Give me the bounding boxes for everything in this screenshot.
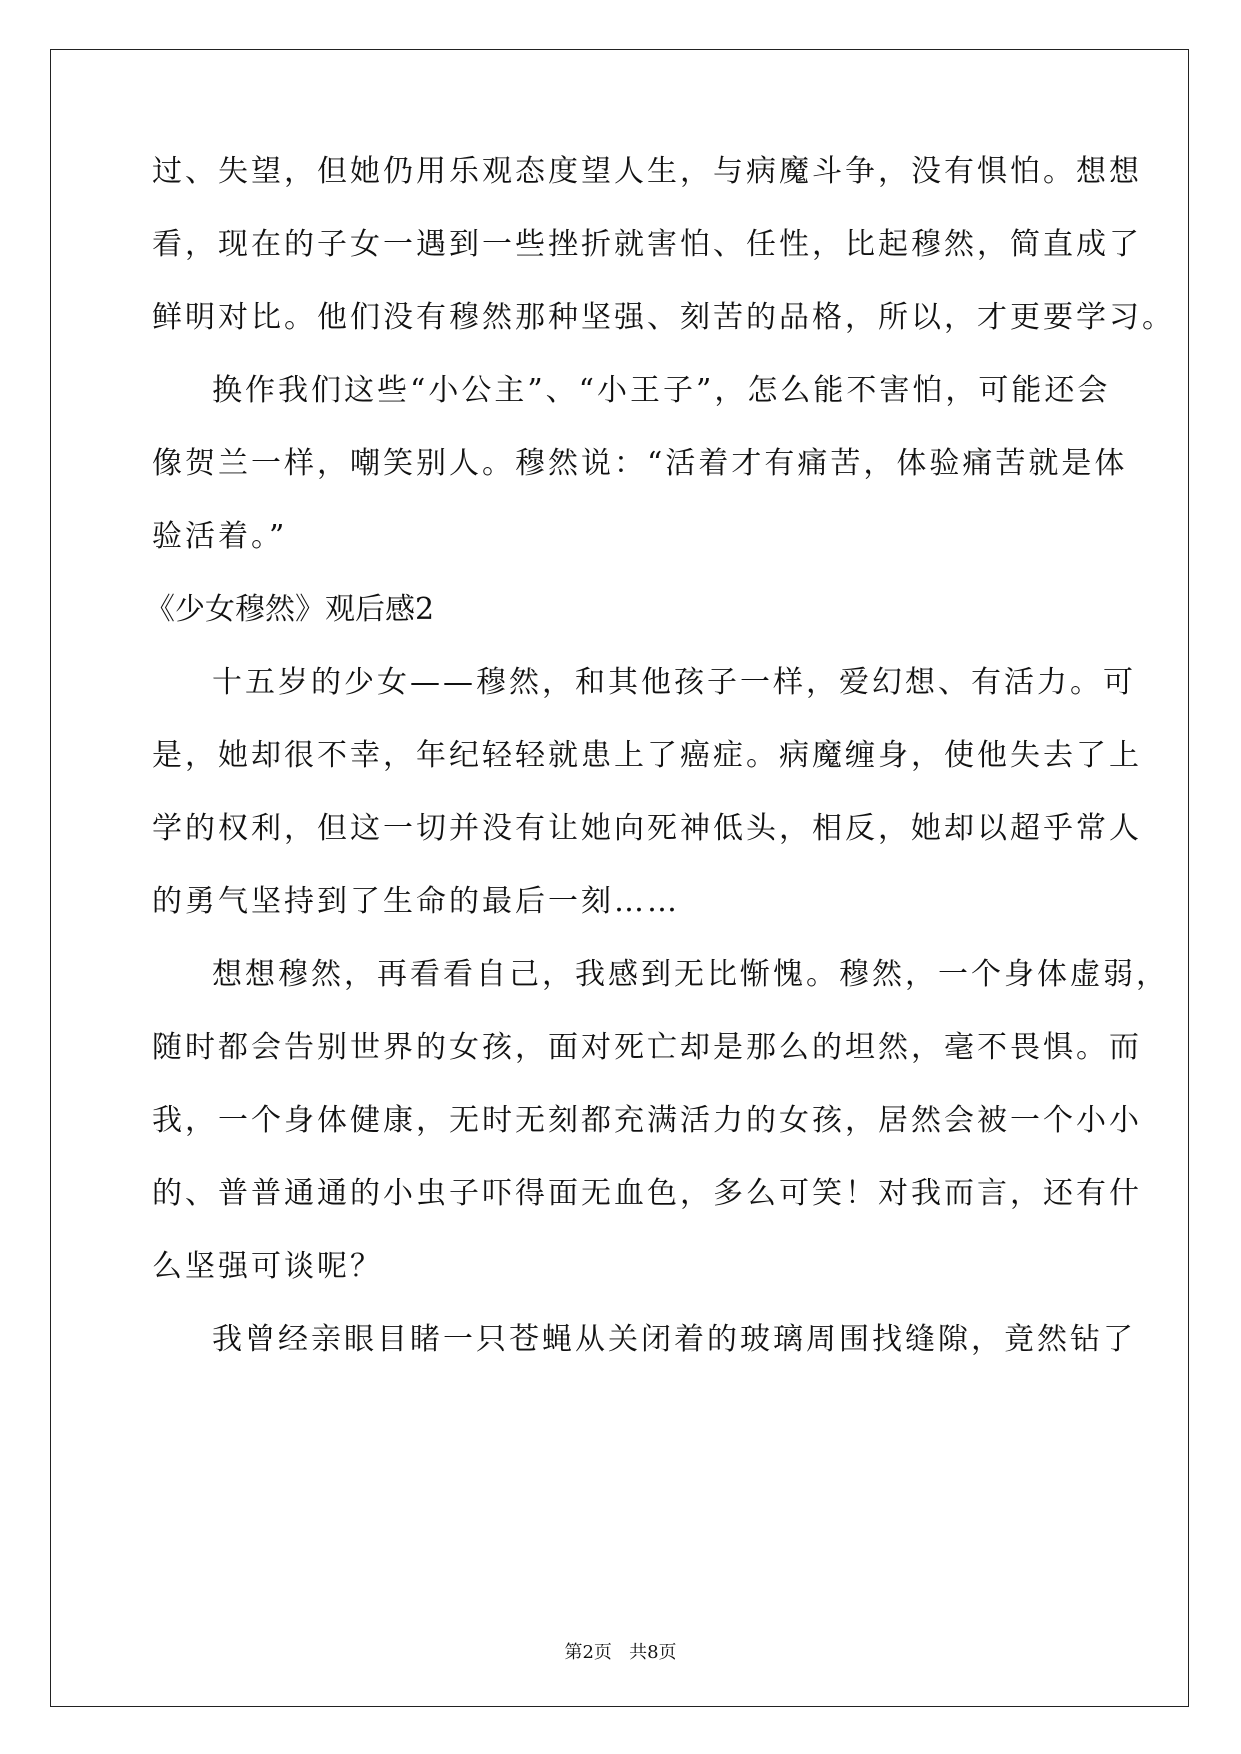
section-heading: 《少女穆然》观后感2	[145, 592, 435, 627]
paragraph-line: 我，一个身体健康，无时无刻都充满活力的女孩，居然会被一个小小	[152, 1103, 1142, 1138]
paragraph-line: 的勇气坚持到了生命的最后一刻……	[152, 884, 680, 919]
paragraph-line: 的、普普通通的小虫子吓得面无血色，多么可笑！对我而言，还有什	[152, 1176, 1142, 1211]
paragraph-line: 看，现在的子女一遇到一些挫折就害怕、任性，比起穆然，简直成了	[152, 227, 1142, 262]
paragraph-line: 鲜明对比。他们没有穆然那种坚强、刻苦的品格，所以，才更要学习。	[152, 300, 1175, 335]
paragraph-line: 我曾经亲眼目睹一只苍蝇从关闭着的玻璃周围找缝隙，竟然钻了	[212, 1322, 1136, 1357]
paragraph-line: 随时都会告别世界的女孩，面对死亡却是那么的坦然，毫不畏惧。而	[152, 1030, 1142, 1065]
paragraph-line: 么坚强可谈呢？	[152, 1249, 383, 1284]
paragraph-line: 是，她却很不幸，年纪轻轻就患上了癌症。病魔缠身，使他失去了上	[152, 738, 1142, 773]
paragraph-line: 想想穆然，再看看自己，我感到无比惭愧。穆然，一个身体虚弱，	[212, 957, 1169, 992]
page-number-footer: 第2页 共8页	[564, 1642, 677, 1663]
paragraph-line: 换作我们这些“小公主”、“小王子”，怎么能不害怕，可能还会	[212, 373, 1111, 408]
paragraph-line: 十五岁的少女——穆然，和其他孩子一样，爱幻想、有活力。可	[212, 665, 1136, 700]
paragraph-line: 像贺兰一样，嘲笑别人。穆然说：“活着才有痛苦，体验痛苦就是体	[152, 446, 1128, 481]
paragraph-line: 验活着。”	[152, 519, 288, 554]
paragraph-line: 学的权利，但这一切并没有让她向死神低头，相反，她却以超乎常人	[152, 811, 1142, 846]
paragraph-line: 过、失望，但她仍用乐观态度望人生，与病魔斗争，没有惧怕。想想	[152, 154, 1142, 189]
